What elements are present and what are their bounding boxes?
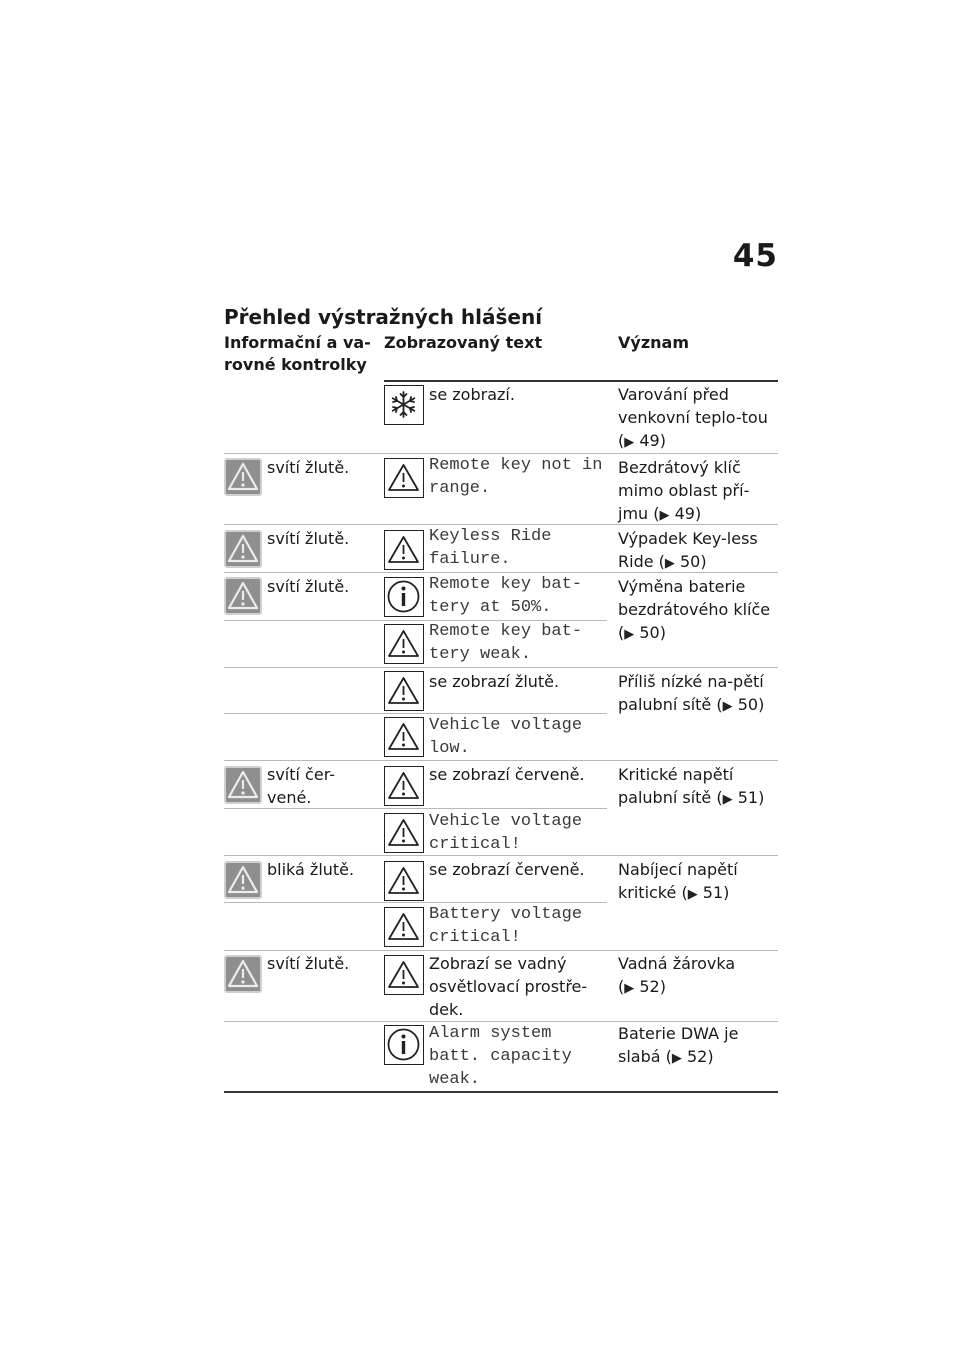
display-message: Remote key bat-tery at 50%. — [429, 575, 583, 617]
control-text: svítí žlutě. — [267, 529, 350, 548]
meaning-text: Varování před venkovní teplo-tou (▶ 49) — [618, 385, 768, 450]
header-controls: Informační a va-rovné kontrolky — [224, 333, 371, 374]
reference-arrow-icon: ▶ — [624, 627, 635, 642]
page-reference[interactable]: (▶ 51) — [681, 883, 730, 902]
warning-triangle-control-icon — [224, 766, 262, 804]
reference-arrow-icon: ▶ — [722, 699, 733, 714]
display-message: Alarm system batt. capacity weak. — [429, 1024, 572, 1089]
page-reference[interactable]: (▶ 49) — [618, 431, 666, 450]
display-message: Battery voltage critical! — [429, 905, 583, 947]
display-message: Remote key bat-tery weak. — [429, 622, 583, 664]
display-message: Vehicle voltage low. — [429, 716, 583, 758]
warning-triangle-control-icon — [224, 577, 262, 615]
control-text: svítí čer-vené. — [267, 765, 336, 807]
display-text: se zobrazí žlutě. — [429, 672, 560, 691]
page-reference[interactable]: (▶ 49) — [653, 504, 702, 523]
warning-triangle-icon — [384, 458, 424, 498]
header-meaning: Význam — [618, 333, 689, 352]
warning-triangle-icon — [384, 861, 424, 901]
display-text: se zobrazí. — [429, 385, 515, 404]
meaning-text: Bezdrátový klíč mimo oblast pří-jmu (▶ 49) — [618, 458, 750, 523]
page-reference[interactable]: (▶ 52) — [618, 977, 666, 996]
page-number: 45 — [732, 238, 778, 274]
meaning-text: Výměna baterie bezdrátového klíče (▶ 50) — [618, 577, 771, 642]
reference-arrow-icon: ▶ — [671, 1051, 682, 1066]
reference-arrow-icon: ▶ — [624, 981, 635, 996]
warning-triangle-icon — [384, 813, 424, 853]
snowflake-icon — [384, 385, 424, 425]
page-reference[interactable]: (▶ 50) — [658, 552, 707, 571]
warning-triangle-icon — [384, 907, 424, 947]
table-bottom-line — [224, 1091, 778, 1093]
section-title: Přehled výstražných hlášení — [224, 305, 543, 329]
display-text: se zobrazí červeně. — [429, 765, 585, 784]
header-display-text: Zobrazovaný text — [384, 333, 543, 352]
control-text: bliká žlutě. — [267, 860, 355, 879]
info-icon — [384, 1025, 424, 1065]
warning-triangle-icon — [384, 766, 424, 806]
header-divider — [384, 380, 778, 382]
reference-arrow-icon: ▶ — [659, 508, 670, 523]
row-divider — [224, 667, 778, 668]
warning-triangle-control-icon — [224, 458, 262, 496]
page-reference[interactable]: (▶ 51) — [716, 788, 765, 807]
display-text: se zobrazí červeně. — [429, 860, 585, 879]
reference-arrow-icon: ▶ — [624, 435, 635, 450]
reference-arrow-icon: ▶ — [664, 556, 675, 571]
warning-triangle-icon — [384, 530, 424, 570]
reference-arrow-icon: ▶ — [722, 792, 733, 807]
meaning-text: Výpadek Key-less Ride (▶ 50) — [618, 529, 758, 571]
row-divider — [224, 760, 778, 761]
meaning-text: Nabíjecí napětí kritické (▶ 51) — [618, 860, 738, 902]
display-text: Zobrazí se vadný osvětlovací prostře-dek. — [429, 954, 588, 1019]
control-text: svítí žlutě. — [267, 954, 350, 973]
meaning-text: Baterie DWA je slabá (▶ 52) — [618, 1024, 739, 1066]
info-icon — [384, 577, 424, 617]
meaning-text: Příliš nízké na-pětí palubní sítě (▶ 50) — [618, 672, 765, 714]
warning-triangle-control-icon — [224, 861, 262, 899]
page-reference[interactable]: (▶ 50) — [618, 623, 666, 642]
warning-triangle-icon — [384, 717, 424, 757]
page-reference[interactable]: (▶ 50) — [716, 695, 765, 714]
warning-triangle-control-icon — [224, 955, 262, 993]
row-divider — [224, 950, 778, 951]
control-text: svítí žlutě. — [267, 577, 350, 596]
control-text: svítí žlutě. — [267, 458, 350, 477]
page-reference[interactable]: (▶ 52) — [665, 1047, 714, 1066]
display-message: Keyless Ride failure. — [429, 527, 552, 569]
reference-arrow-icon: ▶ — [687, 887, 698, 902]
display-message: Remote key not in range. — [429, 456, 603, 498]
warning-triangle-control-icon — [224, 530, 262, 568]
warning-triangle-icon — [384, 671, 424, 711]
warning-triangle-icon — [384, 624, 424, 664]
meaning-text: Vadná žárovka (▶ 52) — [618, 954, 736, 996]
display-message: Vehicle voltage critical! — [429, 812, 583, 854]
meaning-text: Kritické napětí palubní sítě (▶ 51) — [618, 765, 765, 807]
warning-triangle-icon — [384, 955, 424, 995]
